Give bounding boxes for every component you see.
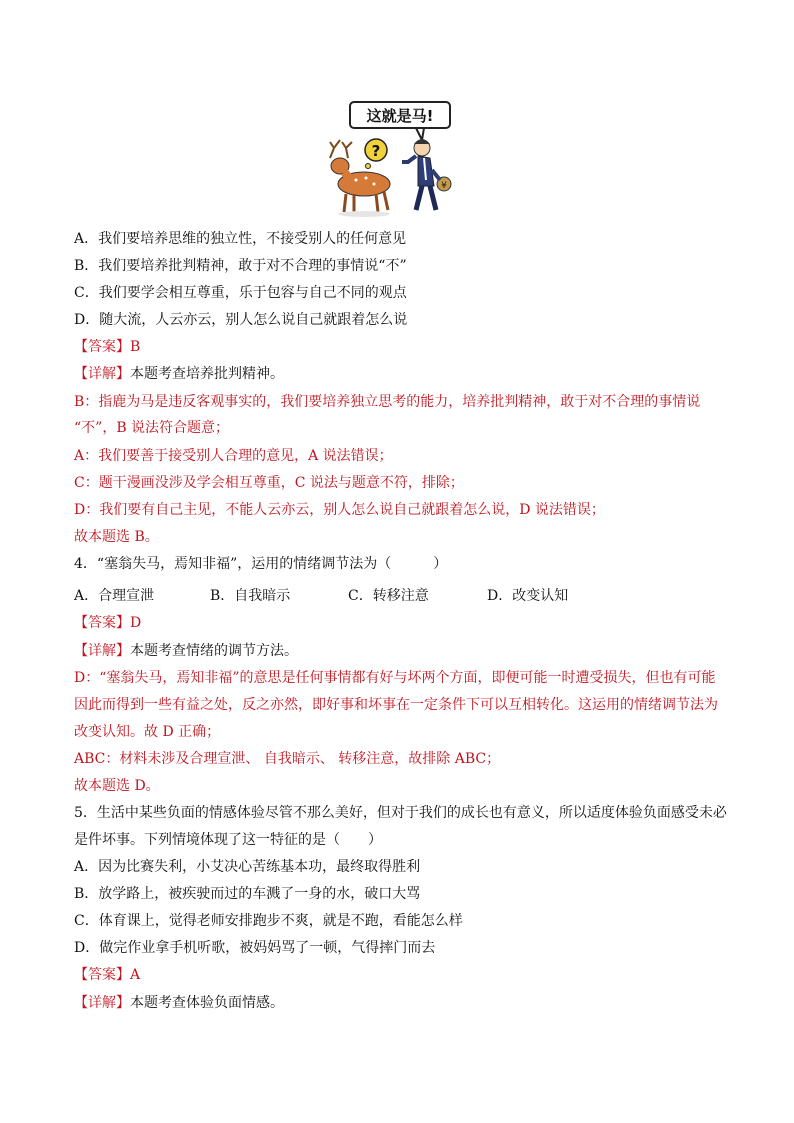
- q3-detail-text-1: B：指鹿为马是违反客观事实的，我们要培养独立思考的能力，培养批判精神，敢于对不合理的事情说: [74, 394, 701, 410]
- detail-intro: 本题考查培养批判精神。: [130, 366, 284, 382]
- q4-option-b: B．自我暗示: [210, 588, 291, 604]
- q4-detail-line: [74, 641, 298, 661]
- detail-tag: 【详解】: [74, 643, 130, 659]
- q3-detail-text-2: “不”，B 说法符合题意；: [74, 420, 230, 436]
- detail-intro: 本题考查体验负面情感。: [130, 995, 284, 1011]
- q5-stem-2: 是件坏事。下列情境体现了这一特征的是（ ）: [74, 832, 382, 848]
- detail-intro: 本题考查情绪的调节方法。: [130, 643, 298, 659]
- q4-stem: 4．“塞翁失马，焉知非福”，运用的情绪调节法为（ ）: [74, 556, 448, 572]
- speech-text: 这就是马!: [366, 107, 434, 125]
- q4-detail-text-2: 因此而得到一些有益之处，反之亦然，即好事和坏事在一定条件下可以互相转化。这运用的情绪调节法为: [74, 697, 718, 713]
- answer-tag: 【答案】: [74, 615, 130, 631]
- q4-option-c: C．转移注意: [348, 588, 429, 604]
- q5-option-d: D．做完作业拿手机听歌，被妈妈骂了一顿，气得摔门而去: [74, 940, 436, 956]
- q5-stem-1: 5．生活中某些负面的情感体验尽管不那么美好，但对于我们的成长也有意义，所以适度体验负面感受未必: [74, 805, 727, 821]
- answer-value: D: [130, 615, 142, 631]
- q4-option-d: D．改变认知: [487, 588, 569, 604]
- thought-bubble: [365, 139, 387, 169]
- q5-option-c: C．体育课上，觉得老师安排跑步不爽，就是不跑，看能怎么样: [74, 913, 463, 929]
- q3-option-b: B．我们要培养批判精神，敢于对不合理的事情说“不”: [74, 258, 407, 274]
- speech-bubble: [350, 102, 450, 140]
- q3-detail-text-4: C：题干漫画没涉及学会相互尊重，C 说法与题意不符，排除；: [74, 475, 464, 491]
- q3-option-d: D．随大流，人云亦云，别人怎么说自己就跟着怎么说: [74, 312, 408, 328]
- q4-detail-text-4: ABC：材料未涉及合理宣泄、 自我暗示、 转移注意，故排除 ABC；: [74, 751, 501, 767]
- q4-conclusion: 故本题选 D。: [74, 778, 160, 794]
- q3-option-c: C．我们要学会相互尊重，乐于包容与自己不同的观点: [74, 285, 407, 301]
- detail-tag: 【详解】: [74, 366, 130, 382]
- q5-option-b: B．放学路上，被疾驶而过的车溅了一身的水，破口大骂: [74, 886, 421, 902]
- answer-value: B: [130, 339, 141, 355]
- q3-option-a: A．我们要培养思维的独立性，不接受别人的任何意见: [74, 231, 407, 247]
- q4-option-a: A．合理宣泄: [74, 588, 155, 604]
- q4-detail-text-3: 改变认知。故 D 正确；: [74, 724, 221, 740]
- q3-detail-line: [74, 364, 284, 384]
- money-bag-symbol: ¥: [441, 181, 447, 191]
- answer-tag: 【答案】: [74, 339, 130, 355]
- man-figure: [402, 139, 451, 210]
- q5-detail-line: [74, 993, 284, 1013]
- q5-answer-line: [74, 965, 140, 985]
- question-mark: ?: [371, 142, 381, 160]
- q4-answer-line: [74, 613, 141, 633]
- q3-detail-text-5: D：我们要有自己主见，不能人云亦云，别人怎么说自己就跟着怎么说，D 说法错误；: [74, 502, 605, 518]
- q3-conclusion: 故本题选 B。: [74, 529, 159, 545]
- answer-value: A: [130, 967, 141, 983]
- q4-detail-text-1: D：“塞翁失马，焉知非福”的意思是任何事情都有好与坏两个方面，即便可能一时遭受损失，但也有可能: [74, 670, 716, 686]
- q3-detail-text-3: A：我们要善于接受别人合理的意见，A 说法错误；: [74, 448, 393, 464]
- answer-tag: 【答案】: [74, 967, 130, 983]
- q3-answer-line: [74, 337, 140, 357]
- cartoon-illustration: [318, 100, 454, 218]
- q5-option-a: A．因为比赛失利，小艾决心苦练基本功，最终取得胜利: [74, 859, 421, 875]
- detail-tag: 【详解】: [74, 995, 130, 1011]
